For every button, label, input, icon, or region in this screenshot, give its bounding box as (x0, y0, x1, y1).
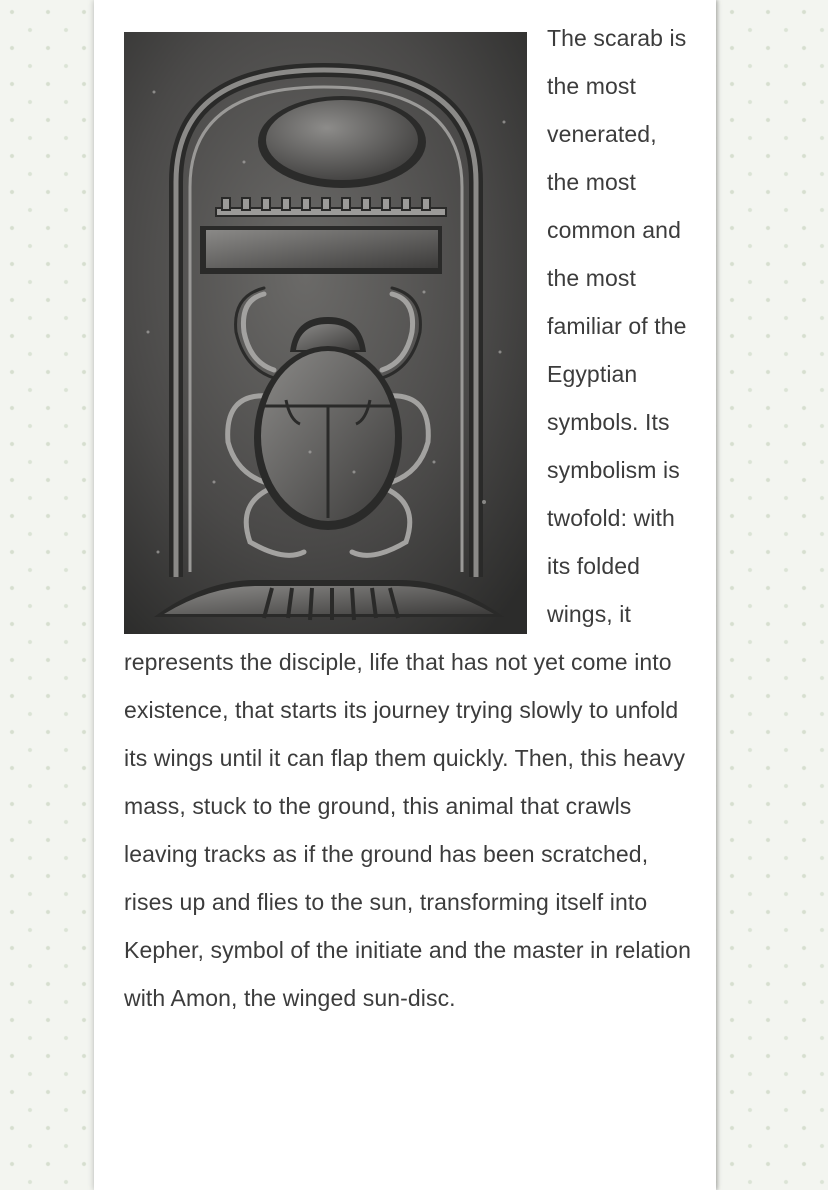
article (124, 14, 692, 1022)
article-paragraph: The scarab is the most venerated, the most common and the most familiar of the Egyptian symbols. Its symbolism is twofold: with its folded wings, it represents the disciple, life that has not yet come into existence, that starts its journey trying slowly to unfold its wings until it can flap them quickly. Then, this heavy mass, stuck to the ground, this animal that crawls leaving tracks as if the ground has been scratched, rises up and flies to the sun, transforming itself into Kepher, symbol of the initiate and the master in relation with Amon, the winged sun-disc. (124, 25, 691, 1011)
page-background-left (0, 0, 94, 1190)
page-background-right (716, 0, 828, 1190)
scarab-cartouche-image (124, 32, 527, 634)
content-column (94, 0, 716, 1190)
